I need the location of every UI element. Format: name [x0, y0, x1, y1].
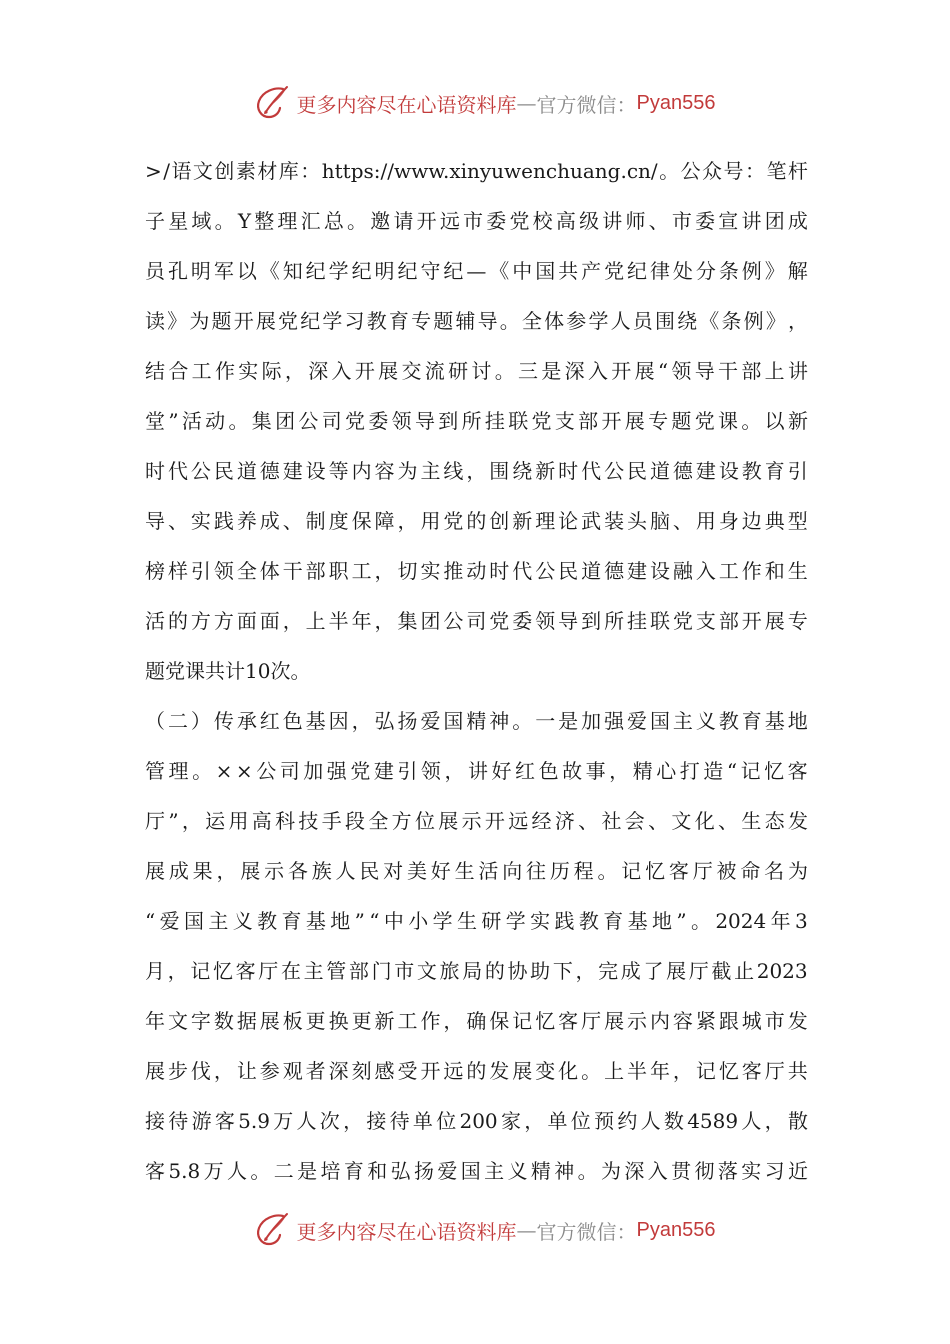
body-line: 员 孔 明 军 以 《 知 纪 学 纪 明 纪 守 纪 — 《 中 国 共 产 党 纪 律 处 分 条 例 》 解	[145, 259, 808, 283]
banner-separator: —	[516, 1218, 537, 1242]
document-body	[145, 146, 808, 1196]
body-line: “ 爱 国 主 义 教 育 基 地 ” “ 中 小 学 生 研 学 实 践 教 育 基 地 ” 。 2024 年 3	[145, 909, 808, 933]
body-line: （ 二 ） 传 承 红 色 基 因 ， 弘 扬 爱 国 精 神 。 一 是 加 强 爱 国 主 义 教 育 基 地	[145, 709, 808, 733]
body-line: 榜 样 引 领 全 体 干 部 职 工 ， 切 实 推 动 时 代 公 民 道 德 建 设 融 入 工 作 和 生	[145, 559, 808, 583]
body-line: 展 成 果 ， 展 示 各 族 人 民 对 美 好 生 活 向 往 历 程 。 记 忆 客 厅 被 命 名 为	[145, 859, 808, 883]
banner-separator: —	[516, 91, 537, 115]
header-banner	[0, 81, 950, 125]
banner-wechat-id: Pyan556	[636, 91, 716, 114]
footer-banner-content	[253, 1210, 716, 1250]
body-line: 题党课共计10次。	[145, 659, 311, 683]
body-line: 读 》 为 题 开 展 党 纪 学 习 教 育 专 题 辅 导 。 全 体 参 学 人 员 围 绕 《 条 例 》 ，	[145, 309, 808, 333]
banner-wechat-id: Pyan556	[636, 1218, 716, 1241]
body-line: 接 待 游 客 5.9 万 人 次 ， 接 待 单 位 200 家 ， 单 位 预 约 人 数 4589 人 ， 散	[145, 1109, 808, 1133]
body-line: 时 代 公 民 道 德 建 设 等 内 容 为 主 线 ， 围 绕 新 时 代 公 民 道 德 建 设 教 育 引	[145, 459, 808, 483]
body-line: 管 理 。 × × 公 司 加 强 党 建 引 领 ， 讲 好 红 色 故 事 ， 精 心 打 造 “ 记 忆 客	[145, 759, 808, 783]
body-line: 子 星 域 。 Y 整 理 汇 总 。 邀 请 开 远 市 委 党 校 高 级 讲 师 、 市 委 宣 讲 团 成	[145, 209, 808, 233]
banner-title: 更多内容尽在心语资料库	[296, 1219, 517, 1244]
body-line: 月 ， 记 忆 客 厅 在 主 管 部 门 市 文 旅 局 的 协 助 下 ， 完 成 了 展 厅 截 止 2023	[145, 959, 808, 983]
header-banner-content	[253, 83, 716, 123]
body-line: 堂 ” 活 动 。 集 团 公 司 党 委 领 导 到 所 挂 联 党 支 部 开 展 专 题 党 课 。 以 新	[145, 409, 808, 433]
body-line: 导 、 实 践 养 成 、 制 度 保 障 ， 用 党 的 创 新 理 论 武 装 头 脑 、 用 身 边 典 型	[145, 509, 808, 533]
body-line: > / 语 文 创 素 材 库 ： https://www.xinyuwenchuang.cn/ 。 公 众 号 ： 笔 杆	[145, 159, 808, 183]
quill-pen-logo-icon	[253, 83, 293, 123]
banner-title: 更多内容尽在心语资料库	[296, 92, 517, 117]
body-line: 展 步 伐 ， 让 参 观 者 深 刻 感 受 开 远 的 发 展 变 化 。 上 半 年 ， 记 忆 客 厅 共	[145, 1059, 808, 1083]
body-line: 客 5.8 万 人 。 二 是 培 育 和 弘 扬 爱 国 主 义 精 神 。 为 深 入 贯 彻 落 实 习 近	[145, 1159, 808, 1183]
body-line: 年 文 字 数 据 展 板 更 换 更 新 工 作 ， 确 保 记 忆 客 厅 展 示 内 容 紧 跟 城 市 发	[145, 1009, 808, 1033]
body-line: 结 合 工 作 实 际 ， 深 入 开 展 交 流 研 讨 。 三 是 深 入 开 展 “ 领 导 干 部 上 讲	[145, 359, 808, 383]
quill-pen-logo-icon	[253, 1210, 293, 1250]
body-line: 厅 ” ， 运 用 高 科 技 手 段 全 方 位 展 示 开 远 经 济 、 社 会 、 文 化 、 生 态 发	[145, 809, 808, 833]
banner-contact-label: 官方微信：	[536, 92, 637, 117]
banner-contact-label: 官方微信：	[536, 1219, 637, 1244]
footer-banner	[0, 1208, 950, 1252]
body-line: 活 的 方 方 面 面 ， 上 半 年 ， 集 团 公 司 党 委 领 导 到 所 挂 联 党 支 部 开 展 专	[145, 609, 808, 633]
